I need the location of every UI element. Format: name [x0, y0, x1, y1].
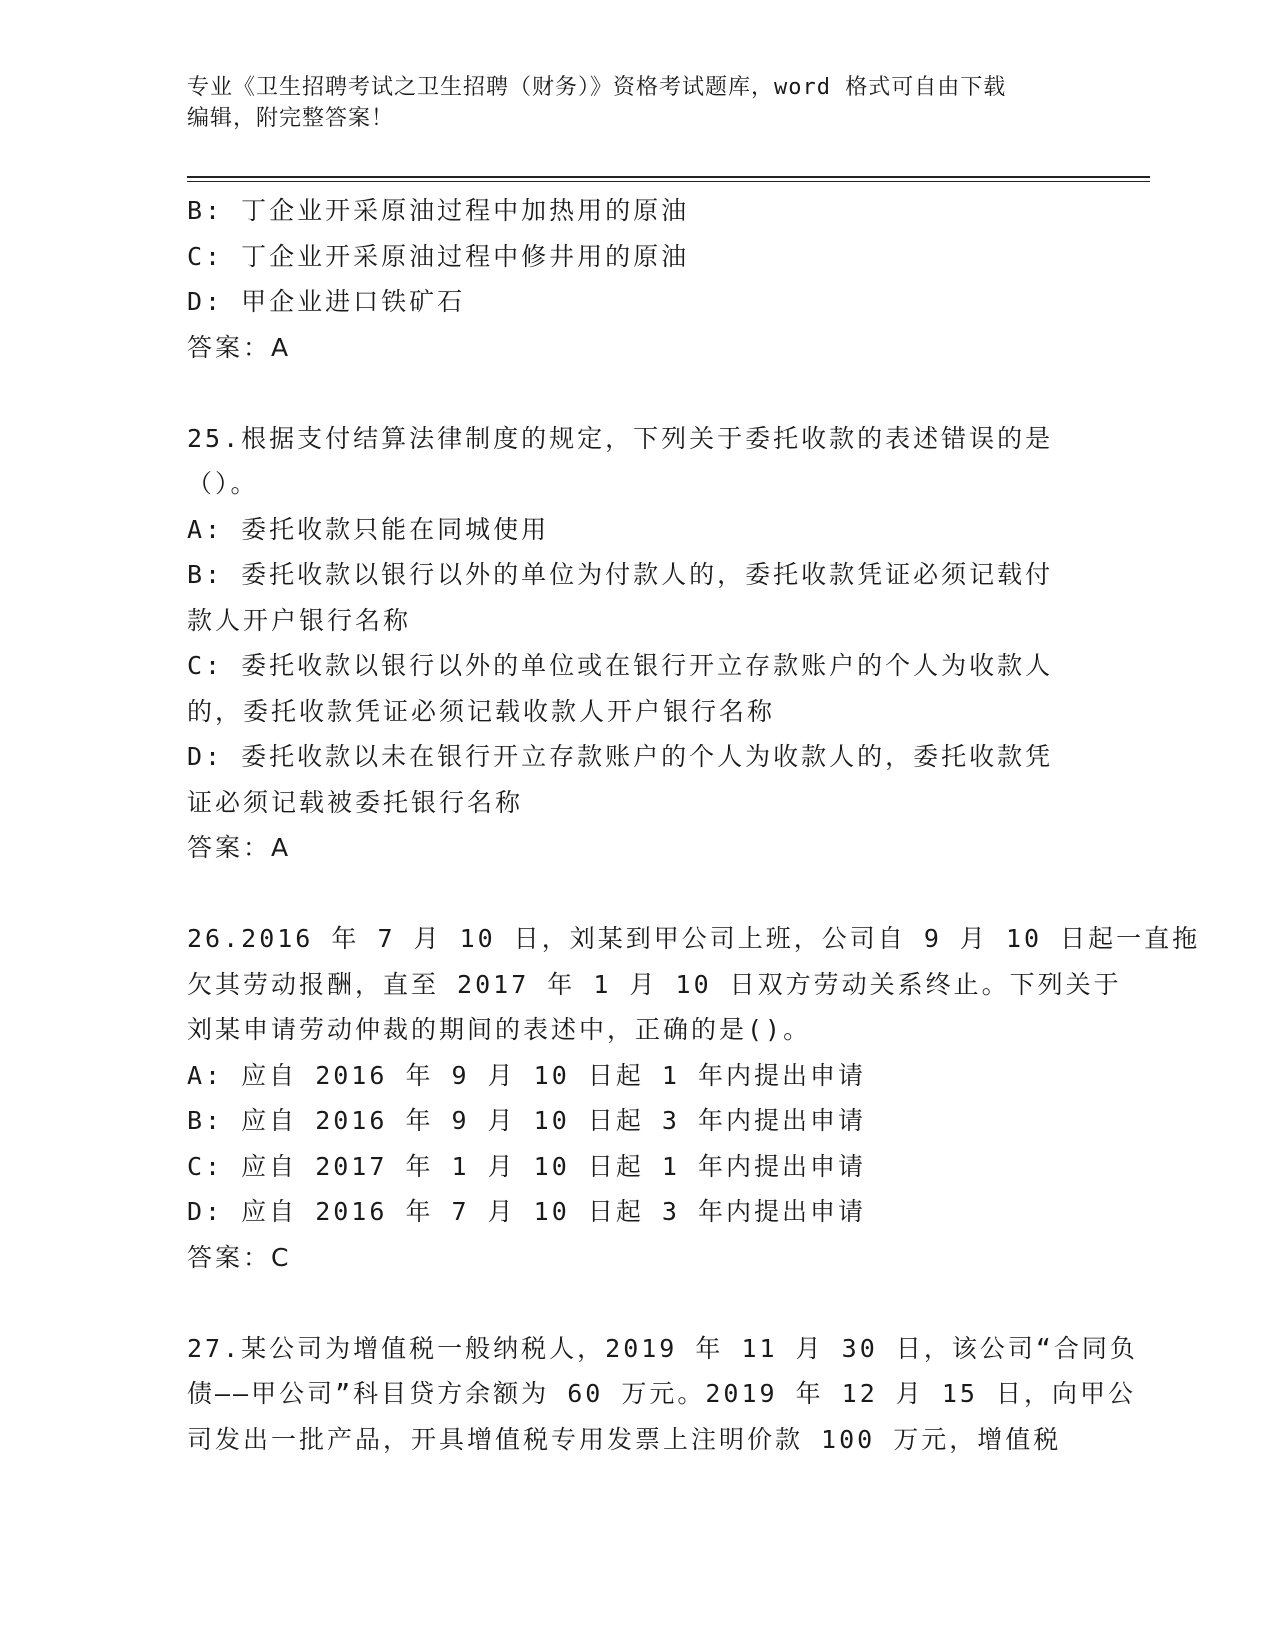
question-stem-line: 债——甲公司”科目贷方余额为 60 万元。2019 年 12 月 15 日，向甲公 — [187, 1379, 1137, 1408]
question-stem-line: 刘某申请劳动仲裁的期间的表述中，正确的是()。 — [187, 1015, 812, 1044]
option-c: C: 应自 2017 年 1 月 10 日起 1 年内提出申请 — [187, 1151, 866, 1181]
question-stem-line: 司发出一批产品，开具增值税专用发票上注明价款 100 万元，增值税 — [187, 1424, 1062, 1454]
header-divider — [187, 176, 1150, 182]
answer: 答案：A — [187, 833, 292, 862]
spacer — [187, 370, 1087, 416]
question-stem-line: 欠其劳动报酬，直至 2017 年 1 月 10 日双方劳动关系终止。下列关于 — [187, 969, 1122, 999]
question-27 — [187, 1326, 1138, 1463]
option-d-cont: 证必须记载被委托银行名称 — [187, 787, 524, 817]
option-b: B: 丁企业开采原油过程中加热用的原油 — [187, 196, 690, 225]
spacer — [187, 1280, 1087, 1326]
question-stem-line: 27.某公司为增值税一般纳税人，2019 年 11 月 30 日，该公司“合同负 — [187, 1333, 1138, 1363]
prev-question — [187, 188, 1087, 370]
header-line-1: 专业《卫生招聘考试之卫生招聘（财务）》资格考试题库，word 格式可自由下载 — [187, 75, 1007, 100]
option-d: D: 应自 2016 年 7 月 10 日起 3 年内提出申请 — [187, 1197, 866, 1226]
question-stem-line: 26.2016 年 7 月 10 日，刘某到甲公司上班，公司自 9 月 10 日起一直拖 — [187, 924, 1201, 953]
question-stem-line: 25.根据支付结算法律制度的规定，下列关于委托收款的表述错误的是 — [187, 423, 1054, 453]
option-d: D: 甲企业进口铁矿石 — [187, 287, 466, 316]
option-c-cont: 的，委托收款凭证必须记载收款人开户银行名称 — [187, 696, 776, 726]
question-25 — [187, 416, 1087, 871]
spacer — [187, 871, 1087, 917]
option-b: B: 委托收款以银行以外的单位为付款人的，委托收款凭证必须记载付 — [187, 560, 1054, 589]
question-stem-line: （）。 — [187, 469, 259, 498]
option-d: D: 委托收款以未在银行开立存款账户的个人为收款人的，委托收款凭 — [187, 742, 1054, 771]
option-a: A: 应自 2016 年 9 月 10 日起 1 年内提出申请 — [187, 1060, 866, 1090]
header-line-2: 编辑，附完整答案！ — [187, 106, 395, 131]
option-a: A: 委托收款只能在同城使用 — [187, 514, 550, 544]
answer: 答案：A — [187, 332, 292, 362]
option-c: C: 丁企业开采原油过程中修井用的原油 — [187, 241, 690, 271]
option-b: B: 应自 2016 年 9 月 10 日起 3 年内提出申请 — [187, 1106, 866, 1135]
question-26 — [187, 916, 1201, 1280]
answer: 答案：C — [187, 1242, 292, 1272]
option-b-cont: 款人开户银行名称 — [187, 605, 412, 635]
document-header — [187, 72, 1087, 134]
option-c: C: 委托收款以银行以外的单位或在银行开立存款账户的个人为收款人 — [187, 651, 1054, 680]
question-content — [187, 188, 1201, 1462]
